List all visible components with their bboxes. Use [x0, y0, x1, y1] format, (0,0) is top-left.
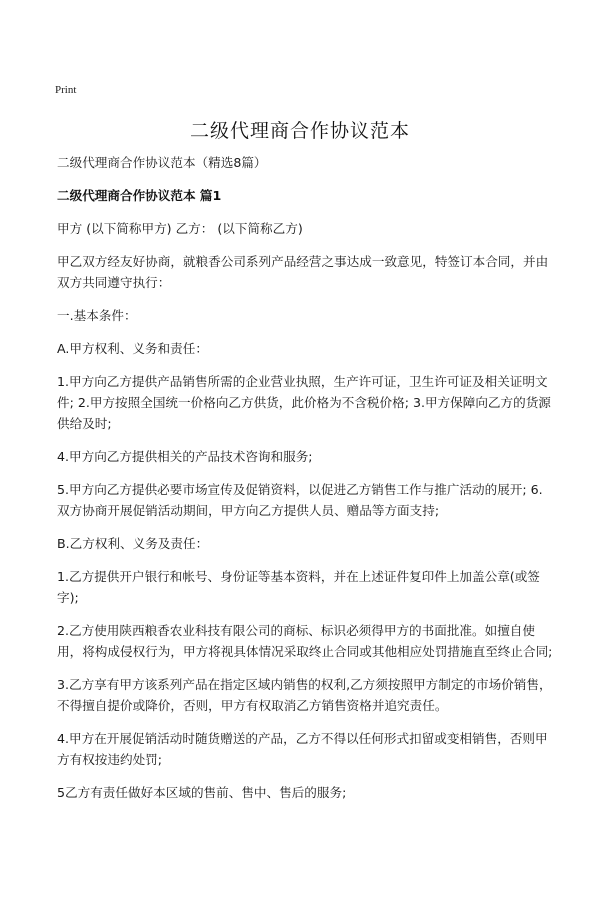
paragraph: 2.乙方使用陕西粮香农业科技有限公司的商标、标识必须得甲方的书面批准。如擅自使用，将构成侵权行为，甲方将视具体情况采取终止合同或其他相应处罚措施直至终止合同; — [57, 623, 553, 659]
paragraph: 5.甲方向乙方提供必要市场宣传及促销资料，以促进乙方销售工作与推广活动的展开; 6.双方协商开展促销活动期间，甲方向乙方提供人员、赠品等方面支持; — [57, 482, 543, 518]
paragraph: B.乙方权利、义务及责任： — [57, 536, 209, 551]
print-label: Print — [55, 84, 77, 96]
paragraph: 二级代理商合作协议范本（精选8篇） — [57, 155, 267, 170]
paragraph: 4.甲方在开展促销活动时随货赠送的产品，乙方不得以任何形式扣留或变相销售，否则甲方有权按违约处罚; — [57, 731, 548, 767]
paragraph: 甲方 (以下简称甲方) 乙方： (以下简称乙方) — [57, 221, 303, 236]
paragraph: 一.基本条件： — [57, 308, 137, 323]
document-body — [57, 152, 553, 815]
paragraph: 甲乙双方经友好协商，就粮香公司系列产品经营之事达成一致意见，特签订本合同，并由双方共同遵守执行： — [57, 254, 549, 290]
document-title: 二级代理商合作协议范本 — [189, 120, 410, 142]
paragraph: 5乙方有责任做好本区域的售前、售中、售后的服务; — [57, 785, 347, 800]
paragraph: 1.乙方提供开户银行和帐号、身份证等基本资料，并在上述证件复印件上加盖公章(或签字); — [57, 569, 540, 605]
section-heading: 二级代理商合作协议范本 篇1 — [57, 188, 222, 203]
paragraph: 3.乙方享有甲方该系列产品在指定区域内销售的权利,乙方须按照甲方制定的市场价销售，不得擅自提价或降价，否则，甲方有权取消乙方销售资格并追究责任。 — [57, 677, 552, 713]
paragraph: A.甲方权利、义务和责任： — [57, 341, 208, 356]
paragraph: 4.甲方向乙方提供相关的产品技术咨询和服务; — [57, 449, 313, 464]
paragraph: 1.甲方向乙方提供产品销售所需的企业营业执照，生产许可证，卫生许可证及相关证明文件; 2.甲方按照全国统一价格向乙方供货，此价格为不含税价格; 3.甲方保障向乙方的货源供给及时; — [57, 374, 551, 431]
